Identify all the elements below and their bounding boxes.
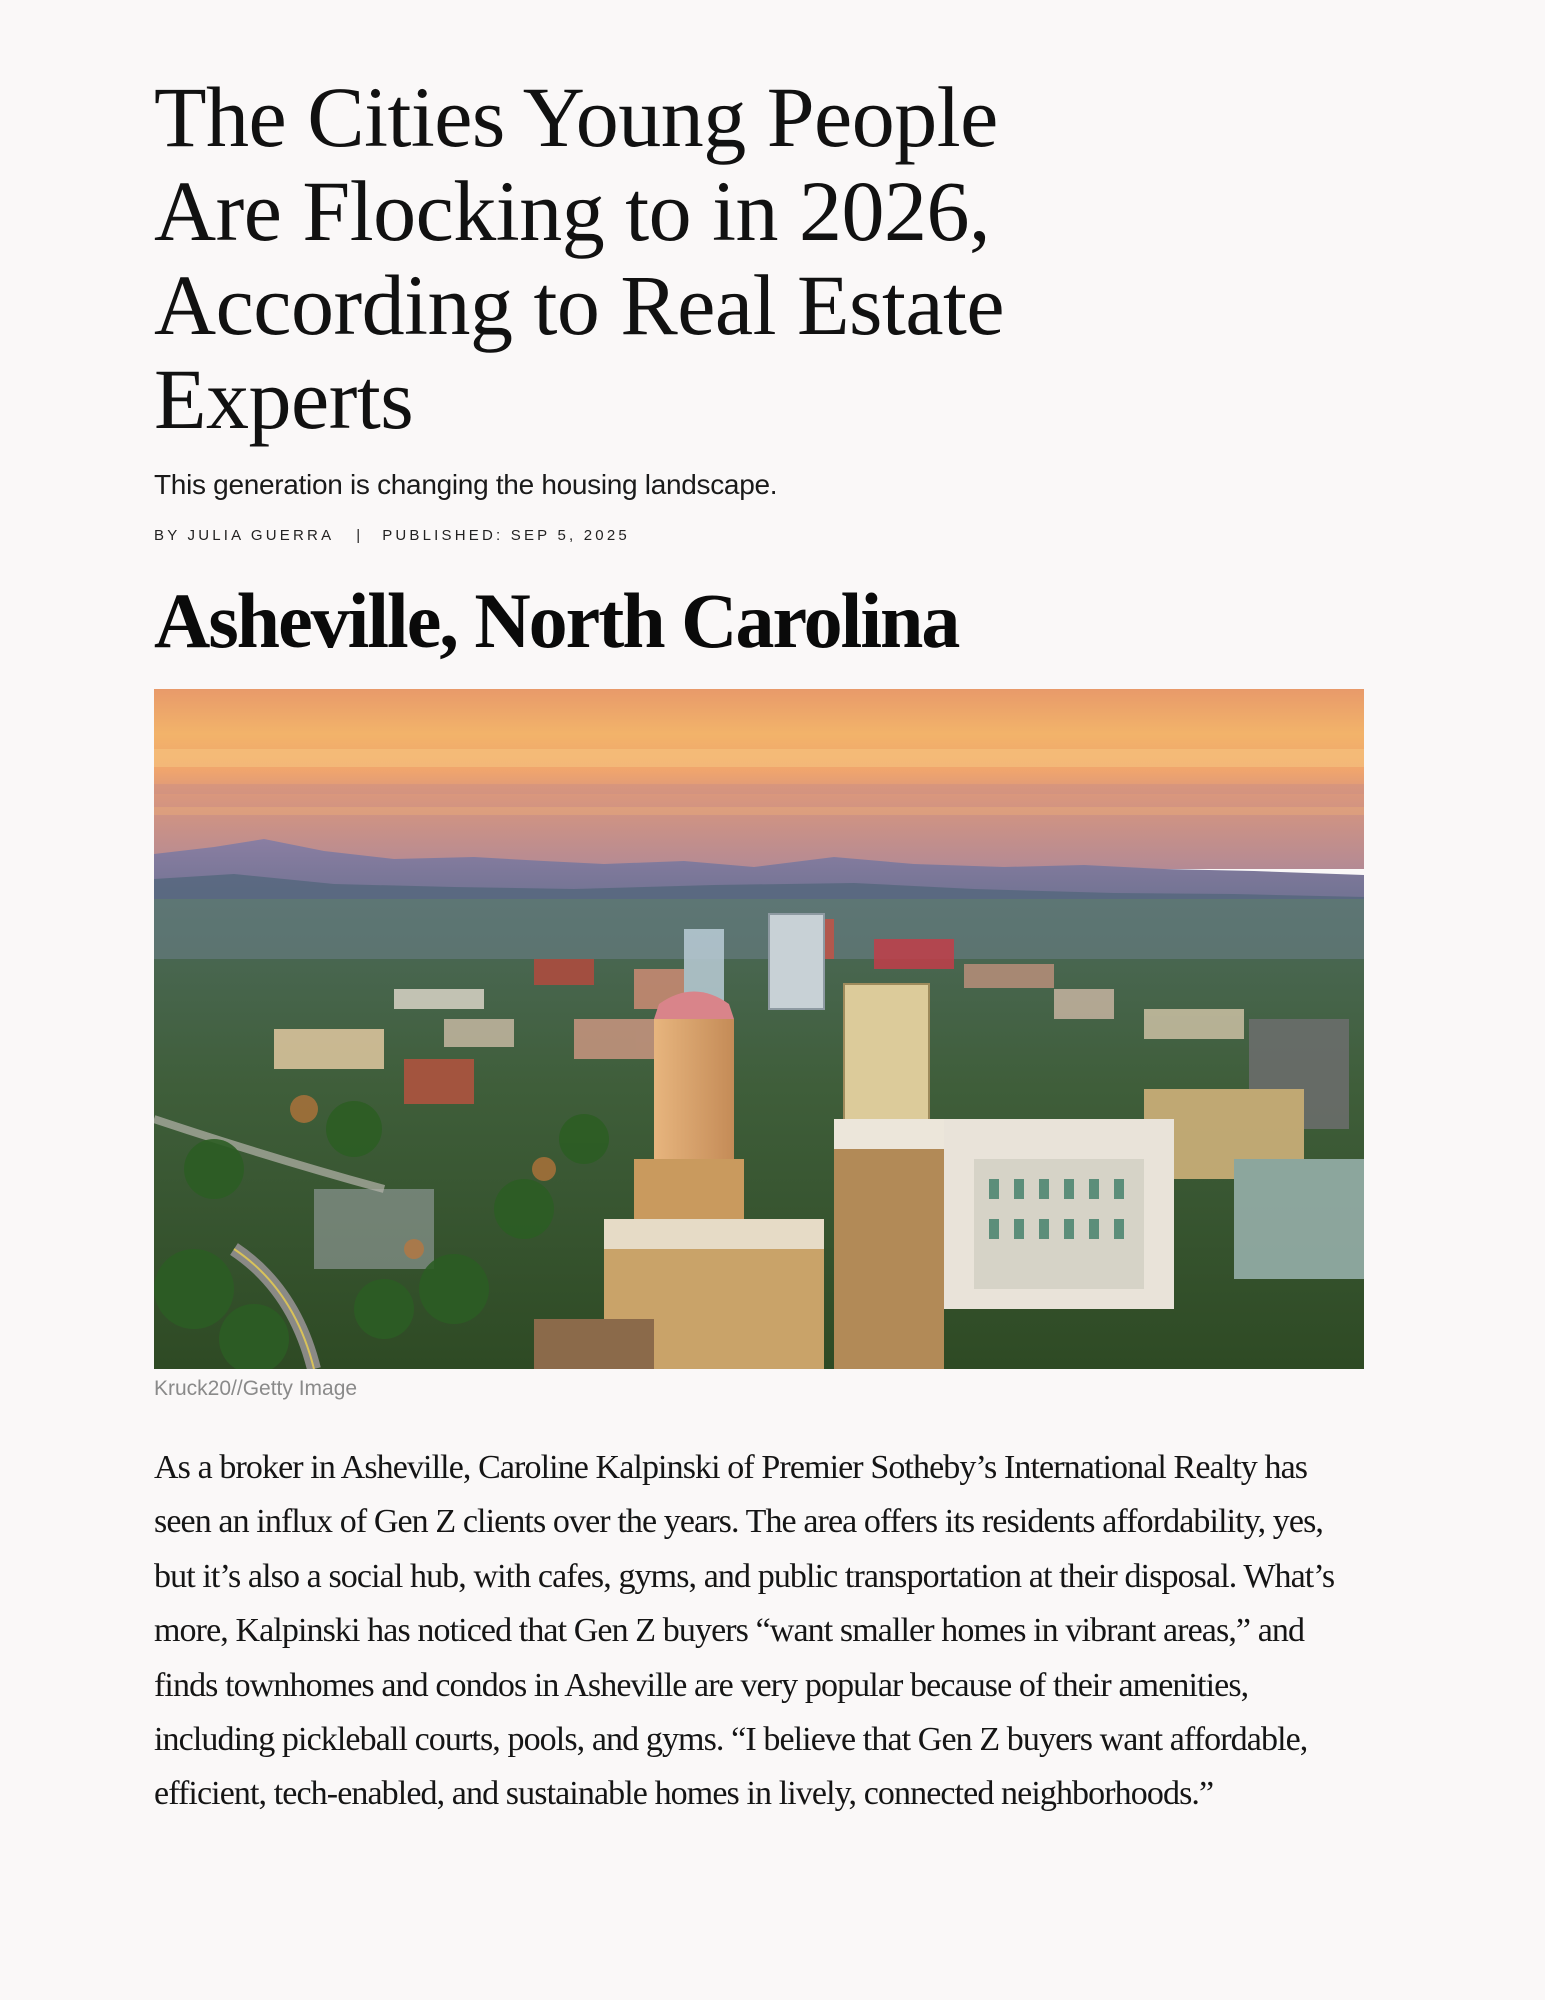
article-headline: The Cities Young People Are Flocking to in 2026, According to Real Estate Experts xyxy=(154,69,1005,447)
author-link[interactable]: BY JULIA GUERRA xyxy=(154,527,335,544)
publish-date: PUBLISHED: SEP 5, 2025 xyxy=(382,527,630,544)
hero-image-asheville-skyline xyxy=(154,689,1364,1369)
article-body-paragraph: As a broker in Asheville, Caroline Kalpinski of Premier Sotheby’s International Realty has seen an influx of Gen Z clients over the years. The area offers its residents affordability, yes, but it’s also a social hub, with cafes, gyms, and public transportation at their disposal. What’s more, Kalpinski has noticed that Gen Z buyers “want smaller homes in vibrant areas,” and finds townhomes and condos in Asheville are very popular because of their amenities, including pickleball courts, pools, and gyms. “I believe that Gen Z buyers want affordable, efficient, tech-enabled, and sustainable homes in lively, connected neighborhoods.” xyxy=(154,1449,1335,1813)
byline-separator: | xyxy=(356,527,361,544)
image-credit: Kruck20//Getty Image xyxy=(154,1377,358,1400)
article xyxy=(154,70,1364,1856)
byline xyxy=(154,527,1364,544)
section-heading: Asheville, North Carolina xyxy=(154,577,959,664)
article-dek: This generation is changing the housing landscape. xyxy=(154,469,778,500)
